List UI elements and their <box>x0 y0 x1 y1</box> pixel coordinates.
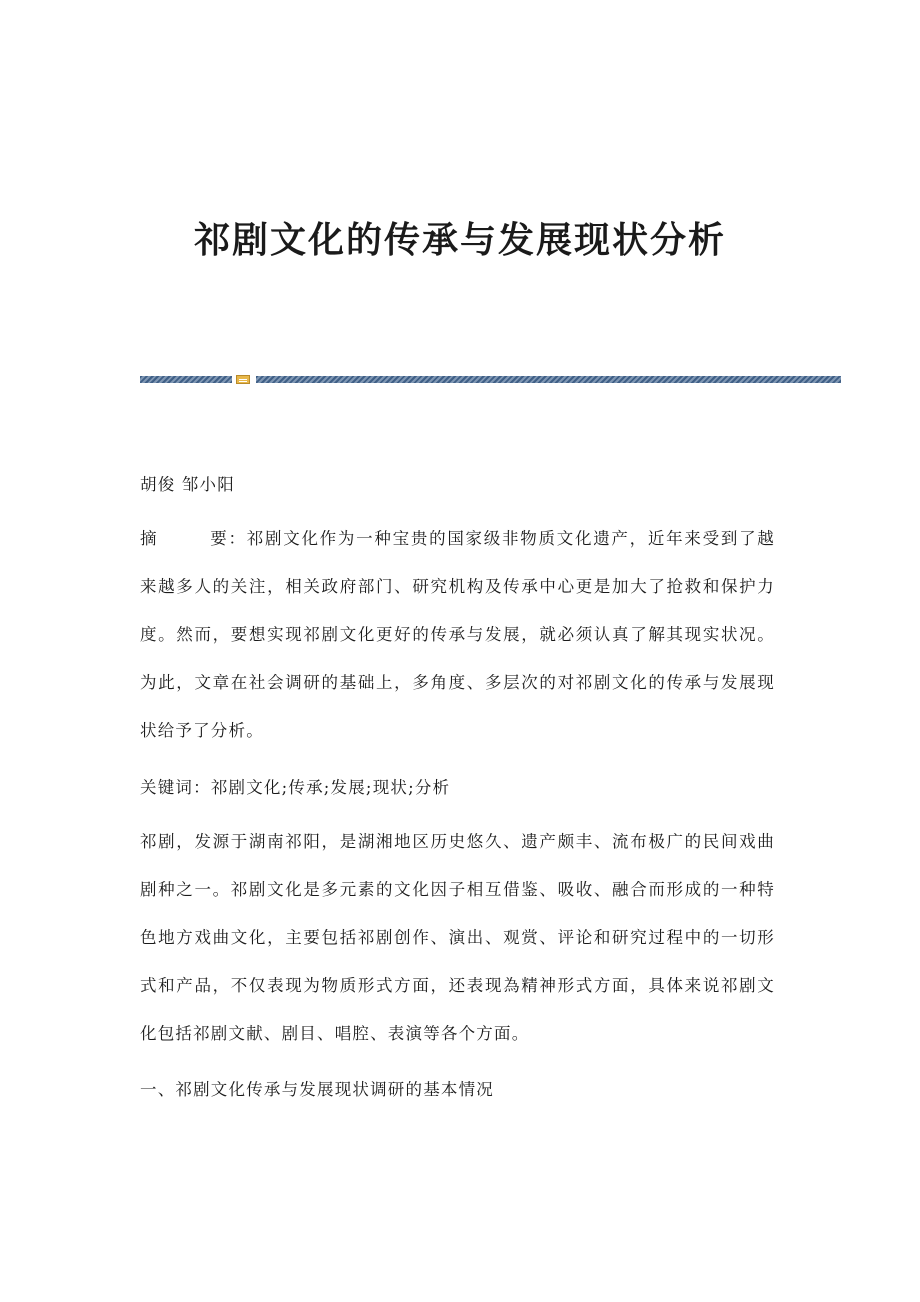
abstract-label-second: 要： <box>210 529 247 548</box>
divider-right-segment <box>256 376 841 383</box>
keywords-text: 祁剧文化;传承;发展;现状;分析 <box>210 778 451 797</box>
abstract-paragraph <box>140 515 775 755</box>
intro-paragraph: 祁剧，发源于湖南祁阳，是湖湘地区历史悠久、遗产颇丰、流布极广的民间戏曲剧种之一。祁剧文化是多元素的文化因子相互借鉴、吸收、融合而形成的一种特色地方戏曲文化，主要包括祁剧创作、演出、观赏、评论和研究过程中的一切形式和产品，不仅表现为物质形式方面，还表现為精神形式方面，具体来说祁剧文化包括祁剧文献、剧目、唱腔、表演等各个方面。 <box>140 832 775 1043</box>
keywords-line <box>140 764 775 812</box>
title-divider <box>140 375 841 384</box>
document-title: 祁剧文化的传承与发展现状分析 <box>193 219 726 261</box>
authors: 胡俊 邹小阳 <box>140 475 235 494</box>
section-heading: 一、祁剧文化传承与发展现状调研的基本情况 <box>140 1080 494 1099</box>
envelope-icon <box>236 375 250 384</box>
keywords-label: 关键词： <box>140 778 211 797</box>
abstract-text: 祁剧文化作为一种宝贵的国家级非物质文化遗产，近年来受到了越来越多人的关注，相关政府部门、研究机构及传承中心更是加大了抢救和保护力度。然而，要想实现祁剧文化更好的传承与发展，就必须认真了解其现实状况。为此，文章在社会调研的基础上，多角度、多层次的对祁剧文化的传承与发展现状给予了分析。 <box>140 529 776 740</box>
abstract-label-first: 摘 <box>140 529 159 548</box>
divider-left-segment <box>140 376 232 383</box>
